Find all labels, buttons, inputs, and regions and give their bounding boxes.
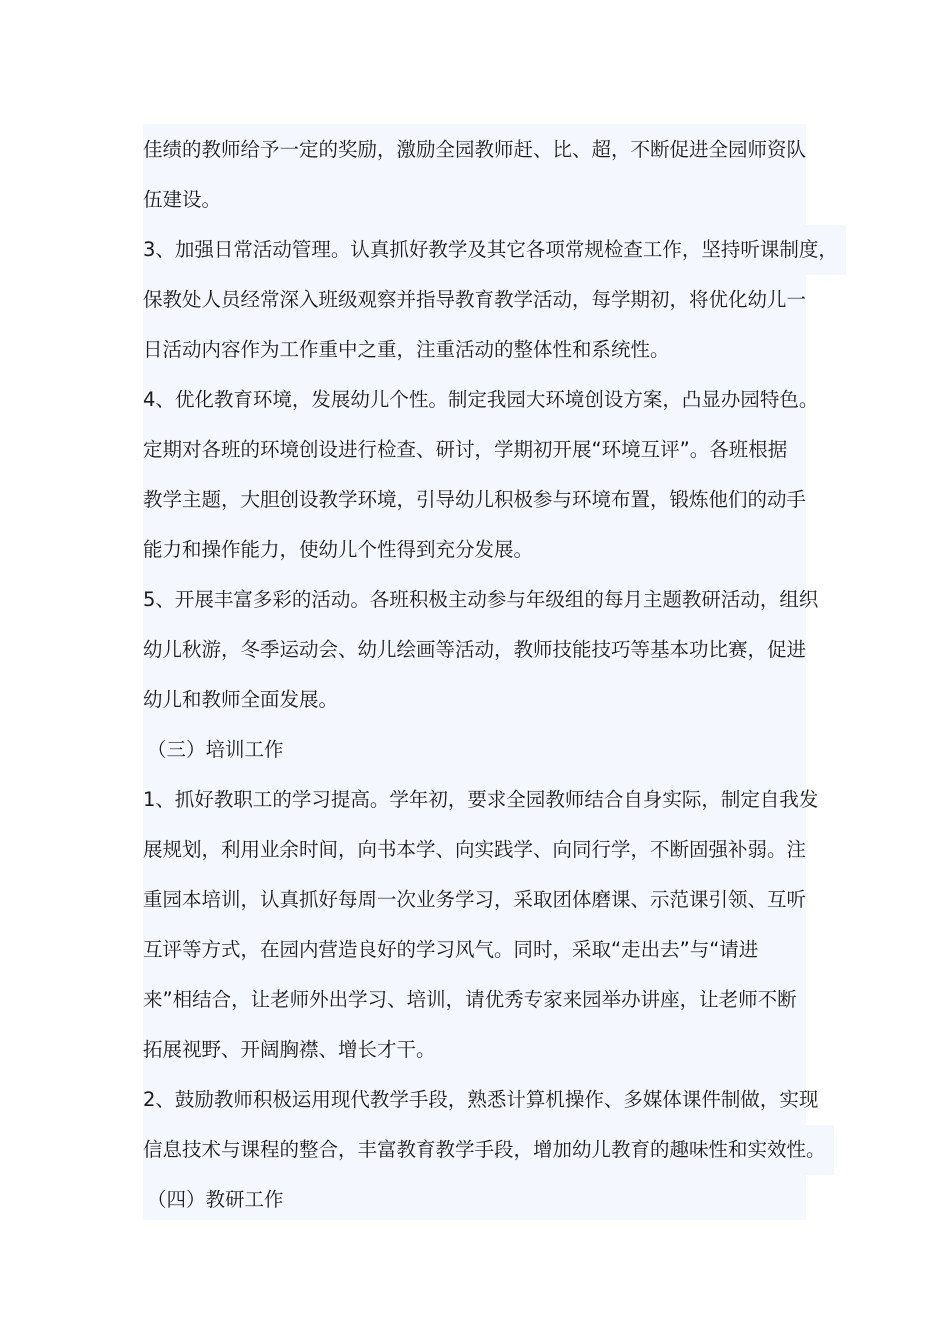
paragraph-line-20: 2、鼓励教师积极运用现代教学手段，熟悉计算机操作、多媒体课件制做，实现 [143, 1088, 819, 1111]
paragraph-line-17: 互评等方式，在园内营造良好的学习风气。同时，采取“走出去”与“请进 [143, 938, 759, 961]
paragraph-line-16: 重园本培训，认真抓好每周一次业务学习，采取团体磨课、示范课引领、互听 [143, 888, 807, 911]
paragraph-line-4: 保教处人员经常深入班级观察并指导教育教学活动，每学期初，将优化幼儿一 [143, 288, 807, 311]
paragraph-line-12: 幼儿和教师全面发展。 [143, 688, 339, 711]
paragraph-line-15: 展规划，利用业余时间，向书本学、向实践学、向同行学，不断固强补弱。注 [143, 838, 807, 861]
paragraph-line-19: 拓展视野、开阔胸襟、增长才干。 [143, 1038, 436, 1061]
paragraph-line-6: 4、优化教育环境，发展幼儿个性。制定我园大环境创设方案，凸显办园特色。 [143, 388, 819, 411]
paragraph-line-7: 定期对各班的环境创设进行检查、研讨，学期初开展“环境互评”。各班根据 [143, 438, 788, 461]
paragraph-line-5: 日活动内容作为工作重中之重，注重活动的整体性和系统性。 [143, 338, 670, 361]
section-heading-research: （四）教研工作 [147, 1188, 284, 1211]
paragraph-line-11: 幼儿秋游，冬季运动会、幼儿绘画等活动，教师技能技巧等基本功比赛，促进 [143, 638, 807, 661]
paragraph-line-18: 来”相结合，让老师外出学习、培训，请优秀专家来园举办讲座，让老师不断 [143, 988, 797, 1011]
paragraph-line-8: 教学主题，大胆创设教学环境，引导幼儿积极参与环境布置，锻炼他们的动手 [143, 488, 807, 511]
paragraph-line-21: 信息技术与课程的整合，丰富教育教学手段，增加幼儿教育的趣味性和实效性。 [143, 1125, 834, 1175]
paragraph-line-9: 能力和操作能力，使幼儿个性得到充分发展。 [143, 538, 534, 561]
document-text-block [143, 124, 838, 1220]
paragraph-line-2: 伍建设。 [143, 188, 222, 211]
paragraph-line-3: 3、加强日常活动管理。认真抓好教学及其它各项常规检查工作，坚持听课制度， [143, 225, 846, 275]
section-heading-training: （三）培训工作 [147, 738, 284, 761]
paragraph-line-1: 佳绩的教师给予一定的奖励，激励全园教师赶、比、超，不断促进全园师资队 [143, 138, 807, 161]
paragraph-line-14: 1、抓好教职工的学习提高。学年初，要求全园教师结合自身实际，制定自我发 [143, 788, 819, 811]
paragraph-line-10: 5、开展丰富多彩的活动。各班积极主动参与年级组的每月主题教研活动，组织 [143, 588, 819, 611]
